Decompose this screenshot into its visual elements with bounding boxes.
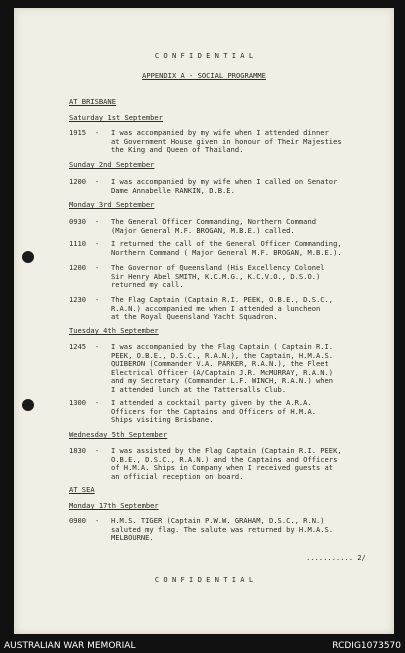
entry-time: 1200	[69, 263, 87, 272]
section-heading: AT BRISBANE	[69, 97, 116, 106]
archive-footer-bar	[0, 639, 405, 653]
entry-text: The Governor of Queensland (His Excellency Colonel Sir Henry Abel SMITH, K.C.M.G., K.C.V.O., D.S.O.) returned my call.	[111, 263, 325, 290]
entry-time: 1245	[69, 342, 87, 351]
entry-time: 1110	[69, 239, 87, 248]
entry-text: I was accompanied by my wife when I called on Senator Dame Annabelle RANKIN, D.B.E.	[111, 177, 338, 195]
entry-text: H.M.S. TIGER (Captain P.W.W. GRAHAM, D.S.C., R.N.) saluted my flag. The salute was returned by H.M.A.S. MELBOURNE.	[111, 516, 334, 543]
day-heading: Monday 17th September	[69, 501, 159, 510]
day-heading: Sunday 2nd September	[69, 160, 155, 169]
entry-dash: -	[95, 516, 100, 525]
entry-dash: -	[95, 342, 100, 351]
entry-dash: -	[95, 239, 100, 248]
day-heading: Tuesday 4th September	[69, 326, 159, 335]
document-page	[14, 8, 394, 634]
punch-hole	[22, 399, 34, 411]
punch-hole	[22, 251, 34, 263]
classification-footer: C O N F I D E N T I A L	[154, 575, 254, 584]
entry-text: I was accompanied by the Flag Captain ( Captain R.I. PEEK, O.B.E., D.S.C., R.A.N.), the Captain, H.M.A.S. QUIBERON (Commander V.A. PARKER, R.A.N.), the Fleet Electrical Officer (A/Captain J.R. McMURRAY, R.A.N.) and my Secretary (Commander L.F. WINCH, R.A.N.) when I attended lunch at the Tattersalls Club.	[111, 342, 334, 394]
entry-time: 1230	[69, 295, 87, 304]
classification-header: C O N F I D E N T I A L	[154, 51, 254, 60]
entry-text: I returned the call of the General Officer Commanding, Northern Command ( Major General M.F. BROGAN, M.B.E.).	[111, 239, 342, 257]
entry-text: The Flag Captain (Captain R.I. PEEK, O.B.E., D.S.C., R.A.N.) accompanied me when I attended a luncheon at the Royal Queensland Yacht Squadron.	[111, 295, 334, 322]
entry-text: I was accompanied by my wife when I attended dinner at Government House given in honour of Their Majesties the King and Queen of Thailand.	[111, 128, 342, 155]
archive-id: RCDIG1073570	[332, 641, 401, 651]
entry-dash: -	[95, 295, 100, 304]
entry-time: 1915	[69, 128, 87, 137]
entry-text: I attended a cocktail party given by the A.R.A. Officers for the Captains and Officers of H.M.A. Ships visiting Brisbane.	[111, 398, 316, 425]
day-heading: Wednesday 5th September	[69, 430, 168, 439]
entry-time: 1200	[69, 177, 87, 186]
entry-dash: -	[95, 177, 100, 186]
day-heading: Monday 3rd September	[69, 200, 155, 209]
entry-time: 1300	[69, 398, 87, 407]
entry-text: I was assisted by the Flag Captain (Captain R.I. PEEK, O.B.E., D.S.C., R.A.N.) and the Captains and Officers of H.M.A. Ships in Company when I received guests at an official reception on board.	[111, 446, 342, 481]
entry-time: 1830	[69, 446, 87, 455]
page-continuation: ........... 2/	[306, 553, 366, 562]
entry-dash: -	[95, 446, 100, 455]
entry-dash: -	[95, 398, 100, 407]
entry-dash: -	[95, 263, 100, 272]
section-heading: AT SEA	[69, 485, 95, 494]
entry-time: 0930	[69, 217, 87, 226]
day-heading: Saturday 1st September	[69, 113, 163, 122]
entry-time: 0900	[69, 516, 87, 525]
archive-source: AUSTRALIAN WAR MEMORIAL	[4, 641, 136, 651]
entry-dash: -	[95, 217, 100, 226]
entry-text: The General Officer Commanding, Northern Command (Major General M.F. BROGAN, M.B.E.) called.	[111, 217, 316, 235]
entry-dash: -	[95, 128, 100, 137]
appendix-title: APPENDIX A - SOCIAL PROGRAMME	[142, 71, 266, 80]
